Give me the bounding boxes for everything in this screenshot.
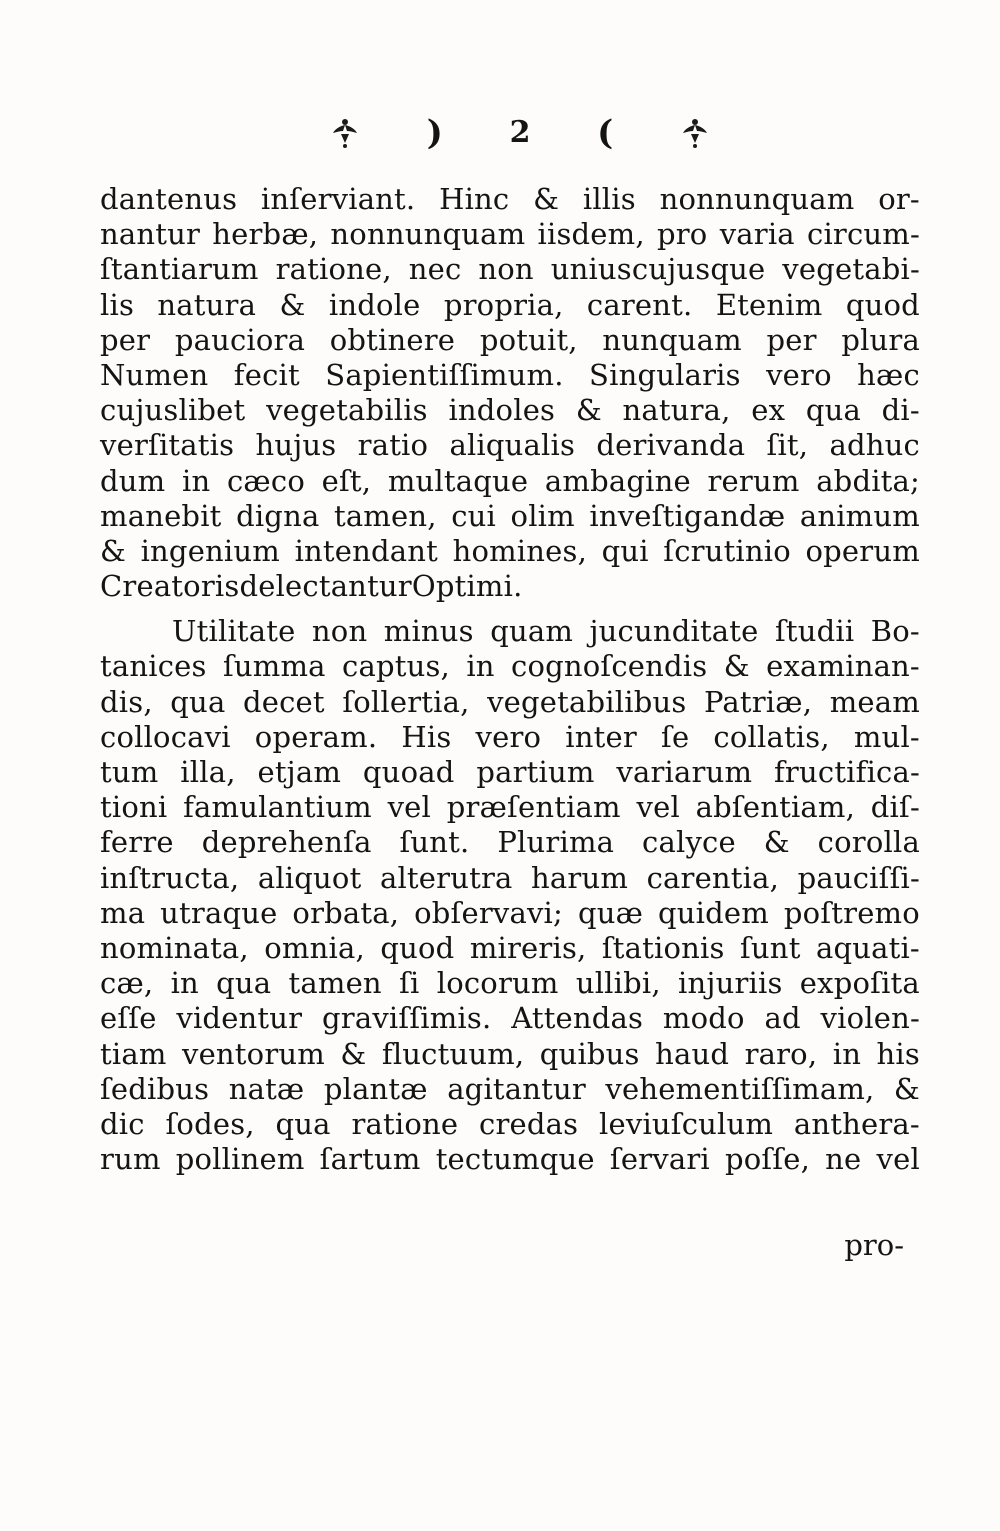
word: ratione, [275, 252, 392, 287]
word: ventorum [181, 1036, 325, 1071]
word: multaque [387, 463, 529, 498]
word: nunquam [602, 322, 742, 357]
word: operam. [254, 719, 378, 754]
word: illa, [180, 755, 236, 789]
word: intendant [294, 533, 438, 568]
text-line [100, 649, 920, 684]
word: tectumque [435, 1142, 595, 1177]
word: locorum [436, 966, 559, 1001]
word: vero [766, 357, 832, 392]
word: nominata, [100, 930, 249, 965]
word: plura [841, 322, 920, 357]
text-line [100, 323, 920, 358]
word: abſentiam, [695, 790, 856, 825]
word: aquati- [815, 930, 920, 965]
text-line [100, 217, 920, 252]
word: digna [236, 498, 320, 533]
word: obtinere [329, 322, 456, 357]
word: inſtructa, [100, 860, 240, 895]
text-line [100, 1142, 920, 1177]
word: & [340, 1036, 367, 1071]
word: natæ [228, 1071, 305, 1106]
word: circum- [807, 217, 920, 252]
text-line [100, 182, 920, 217]
word: ſtudii [774, 614, 855, 649]
running-head-left-paren: ) [426, 113, 443, 153]
word: poſſe, [724, 1142, 811, 1177]
word: nec [408, 252, 462, 287]
word: plantæ [323, 1071, 428, 1106]
word: dum [100, 463, 166, 498]
word: collocavi [100, 719, 231, 754]
word: meam [829, 684, 920, 719]
word: Bo- [870, 614, 920, 649]
word: qua [805, 393, 861, 428]
word: vel [636, 790, 680, 825]
word: aliquot [257, 860, 362, 895]
body-text [100, 182, 920, 1177]
word: tioni [100, 790, 168, 825]
word: Utilitate [172, 614, 296, 649]
text-line [100, 1072, 920, 1107]
word: rum [100, 1142, 161, 1177]
word: alterutra [379, 860, 513, 895]
text-line [100, 614, 920, 649]
word: poſtremo [783, 895, 920, 930]
word: Creatoris [100, 569, 240, 604]
word: injuriis [678, 966, 783, 1001]
running-head-right-paren: ( [597, 113, 614, 153]
word: eſt, [321, 463, 372, 498]
word: illis [582, 182, 636, 216]
word: inſerviant. [260, 182, 416, 216]
word: carentia, [646, 860, 780, 895]
word: ſumma [222, 649, 326, 684]
word: & [533, 182, 560, 216]
word: vegetabilis [266, 393, 428, 428]
word: uniuscujusque [550, 252, 766, 287]
word: famulantium [183, 790, 372, 825]
word: inveſtigandæ [589, 498, 786, 533]
text-line [100, 288, 920, 323]
text-line [100, 252, 920, 287]
word: ad [764, 1001, 801, 1036]
word: Optimi. [411, 569, 523, 604]
word: agitantur [447, 1071, 586, 1106]
text-line [100, 931, 920, 966]
word: quæ [577, 895, 644, 930]
word: quibus [539, 1036, 640, 1071]
word: & [100, 533, 127, 568]
word: qui [601, 533, 649, 568]
word: omnia, [264, 930, 365, 965]
word: in [170, 966, 199, 1001]
word: herbæ, [212, 217, 319, 252]
word: quam [490, 614, 574, 649]
word: dantenus [100, 182, 238, 216]
word: Singularis [589, 357, 741, 392]
word: & [893, 1071, 920, 1106]
catchword: pro- [844, 1228, 904, 1262]
text-line [100, 755, 920, 790]
word: tanices [100, 649, 207, 684]
word: vegetabilibus [487, 684, 687, 719]
word: dic [100, 1106, 145, 1141]
word: in [832, 1036, 862, 1071]
word: raro, [744, 1036, 818, 1071]
word: propria, [443, 287, 564, 322]
word: animum [799, 498, 920, 533]
word: Etenim [715, 287, 823, 322]
word: olim [510, 498, 575, 533]
text-line [100, 358, 920, 393]
word: quoad [362, 755, 455, 789]
word: ne [825, 1142, 862, 1177]
word: Plurima [497, 825, 615, 860]
word: pro [656, 217, 708, 252]
word: cujuslibet [100, 393, 246, 428]
word: & [763, 825, 790, 860]
word: ſi [399, 966, 420, 1001]
word: potuit, [479, 322, 578, 357]
paragraph [100, 614, 920, 1177]
word: pollinem [175, 1142, 305, 1177]
word: nonnunquam [659, 182, 855, 216]
text-line [100, 685, 920, 720]
word: mul- [853, 719, 920, 754]
word: diſ- [870, 790, 920, 825]
word: minus [383, 614, 474, 649]
word: in [466, 649, 495, 684]
word: obſervavi; [414, 895, 563, 930]
word: pauciſſi- [797, 860, 920, 895]
word: orbata, [292, 895, 400, 930]
word: deprehenſa [201, 825, 372, 860]
word: collatis, [713, 719, 830, 754]
word: ullibi, [575, 966, 661, 1001]
word: rerum [707, 463, 800, 498]
page-number: 2 [509, 115, 531, 150]
word: corolla [817, 825, 920, 860]
text-line [100, 393, 920, 428]
word: ambagine [544, 463, 691, 498]
word: non [311, 614, 368, 649]
word: carent. [586, 287, 693, 322]
word: cognoſcendis [511, 649, 708, 684]
word: ingenium [140, 533, 280, 568]
word: natura [157, 287, 257, 322]
word: mireris, [469, 930, 587, 965]
word: ſe [661, 719, 690, 754]
word: utraque [160, 895, 278, 930]
word: fluctuum, [381, 1036, 525, 1071]
word: vero [475, 719, 542, 754]
word: homines, [452, 533, 588, 568]
word: his [876, 1036, 920, 1071]
word: tamen, [333, 498, 437, 533]
word: captus, [342, 649, 450, 684]
word: qua [275, 1106, 331, 1141]
word: expoſita [799, 966, 920, 1001]
word: & [575, 393, 602, 428]
word: ſervari [609, 1142, 710, 1177]
word: tamen [288, 966, 382, 1001]
text-line [100, 534, 920, 569]
word: vegetabi- [782, 252, 920, 287]
running-head [330, 108, 710, 158]
word: ratio [357, 428, 429, 463]
word: per [100, 322, 151, 357]
word: nantur [100, 217, 201, 252]
word: modo [662, 1001, 745, 1036]
word: examinan- [766, 649, 920, 684]
word: ſollertia, [342, 684, 470, 719]
word: ma [100, 895, 146, 930]
word: vel [387, 790, 432, 825]
word: indoles [448, 393, 556, 428]
paragraph [100, 182, 920, 604]
word: leviuſculum [599, 1106, 774, 1141]
word: haud [655, 1036, 730, 1071]
text-line [100, 1001, 920, 1036]
fleuron-right-icon [680, 116, 710, 150]
word: varia [719, 217, 795, 252]
word: manebit [100, 498, 222, 533]
word: fecit [233, 357, 300, 392]
word: or- [878, 182, 920, 216]
word: qua [170, 684, 226, 719]
word: ſcrutinio [663, 533, 791, 568]
word: credas [479, 1106, 579, 1141]
word: cæco [226, 463, 305, 498]
word: quidem [658, 895, 769, 930]
word: vehementiſſimam, [605, 1071, 875, 1106]
word: pauciora [174, 322, 306, 357]
word: lis [100, 287, 135, 322]
word: & [279, 287, 306, 322]
word: derivanda [596, 428, 746, 463]
word: jucunditate [589, 614, 759, 649]
word: non [478, 252, 534, 287]
word: ſunt. [399, 825, 470, 860]
word: indole [328, 287, 421, 322]
word: ſedibus [100, 1071, 210, 1106]
word: quod [845, 287, 920, 322]
text-line [100, 966, 920, 1001]
word: qua [216, 966, 272, 1001]
word: partium [476, 755, 595, 789]
word: ſartum [319, 1142, 421, 1177]
word: hujus [255, 428, 337, 463]
text-line [100, 790, 920, 825]
text-line [100, 1037, 920, 1072]
word: operum [805, 533, 920, 568]
word: Numen [100, 357, 209, 392]
word: etjam [257, 755, 342, 789]
word: cui [451, 498, 496, 533]
word: in [181, 463, 211, 498]
word: abdita; [816, 463, 920, 498]
word: videntur [176, 1001, 303, 1036]
word: decet [242, 684, 325, 719]
word: ex [751, 393, 786, 428]
word: His [401, 719, 452, 754]
word: tum [100, 755, 159, 789]
word: natura, [622, 393, 731, 428]
word: tiam [100, 1036, 167, 1071]
word: fructifica- [774, 755, 920, 789]
word: per [766, 322, 817, 357]
word: ſunt [740, 930, 801, 965]
word: ferre [100, 825, 174, 860]
text-line [100, 464, 920, 499]
word: Attendas [511, 1001, 644, 1036]
word: quod [380, 930, 455, 965]
text-line [100, 428, 920, 463]
word: Sapientiſſimum. [325, 357, 564, 392]
text-line [100, 825, 920, 860]
word: harum [531, 860, 629, 895]
word: calyce [642, 825, 736, 860]
word: iisdem, [537, 217, 645, 252]
word: anthera- [793, 1106, 920, 1141]
word: aliqualis [449, 428, 576, 463]
word: dis, [100, 684, 153, 719]
word: variarum [616, 755, 753, 789]
word: cæ, [100, 966, 154, 1001]
text-line [100, 1107, 920, 1142]
word: Patriæ, [703, 684, 813, 719]
word: ratione [351, 1106, 459, 1141]
paragraph-gap [100, 604, 920, 614]
word: præſentiam [446, 790, 621, 825]
word: inter [565, 719, 637, 754]
word: graviſſimis. [322, 1001, 492, 1036]
word: ſit, [766, 428, 809, 463]
word: di- [881, 393, 920, 428]
word: violen- [820, 1001, 920, 1036]
word: delectantur [239, 569, 412, 604]
text-line [100, 499, 920, 534]
word: ſodes, [165, 1106, 255, 1141]
text-line [100, 569, 920, 604]
word: eſſe [100, 1001, 157, 1036]
word: ſtationis [601, 930, 725, 965]
text-line [100, 720, 920, 755]
fleuron-left-icon [330, 116, 360, 150]
word: adhuc [829, 428, 920, 463]
word: ſtantiarum [100, 252, 259, 287]
word: hæc [857, 357, 920, 392]
word: Hinc [439, 182, 510, 216]
word: nonnunquam [330, 217, 526, 252]
word: vel [876, 1142, 920, 1177]
word: verſitatis [100, 428, 235, 463]
text-line [100, 896, 920, 931]
word: & [723, 649, 750, 684]
text-line [100, 861, 920, 896]
